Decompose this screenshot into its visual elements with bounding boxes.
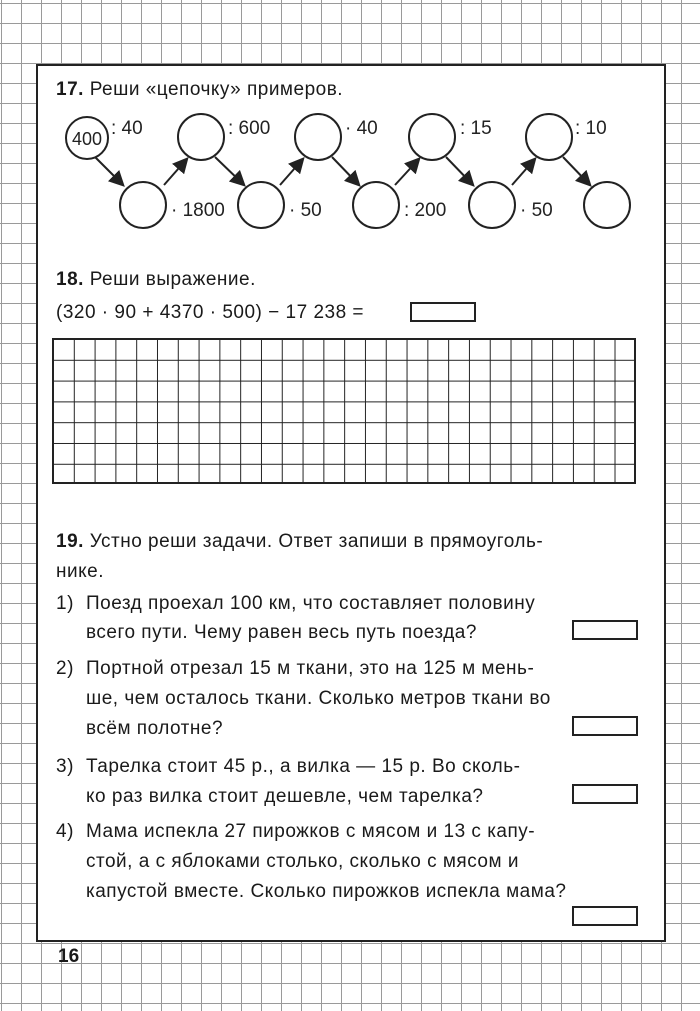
- task19-intro-line1: Устно реши задачи. Ответ запиши в прямоуголь-: [89, 531, 544, 552]
- chain-circle-7[interactable]: [469, 182, 515, 228]
- chain-start-value: 400: [71, 129, 103, 149]
- page-number: 16: [58, 946, 80, 967]
- chain-op-6: : 200: [404, 200, 447, 221]
- problem-2-answer-box[interactable]: [572, 716, 638, 736]
- task18-heading: [56, 269, 256, 291]
- problem-4-answer-box[interactable]: [572, 906, 638, 926]
- problem-1-number: 1): [56, 593, 74, 614]
- problem-1-answer-box[interactable]: [572, 620, 638, 640]
- chain-circle-3[interactable]: [238, 182, 284, 228]
- task17-heading: [56, 79, 343, 101]
- problem-3-line1: Тарелка стоит 45 р., а вилка — 15 р. Во сколь-: [86, 756, 521, 777]
- chain-arrow-1: [95, 157, 122, 184]
- chain-op-5: · 40: [345, 118, 378, 139]
- task19-intro-line2: нике.: [56, 561, 104, 582]
- chain-op-2: · 1800: [171, 200, 225, 221]
- task17-text: Реши «цепочку» примеров.: [89, 79, 344, 100]
- problem-3-line2: ко раз вилка стоит дешевле, чем тарелка?: [86, 786, 484, 807]
- chain-op-1: : 40: [111, 118, 143, 139]
- task17-number: 17.: [56, 79, 84, 100]
- chain-op-8: · 50: [520, 200, 553, 221]
- chain-circle-5[interactable]: [353, 182, 399, 228]
- chain-arrow-5: [332, 157, 358, 184]
- chain-arrow-6: [395, 160, 418, 185]
- chain-circle-6[interactable]: [409, 114, 455, 160]
- problem-2-line3: всём полотне?: [86, 718, 224, 739]
- chain-op-9: : 10: [575, 118, 607, 139]
- problem-1-line2: всего пути. Чему равен весь путь поезда?: [86, 622, 477, 643]
- chain-circle-4[interactable]: [295, 114, 341, 160]
- chain-arrow-2: [164, 160, 186, 185]
- chain-arrow-9: [563, 157, 589, 184]
- problem-1-line1: Поезд проехал 100 км, что составляет половину: [86, 593, 536, 614]
- chain-arrow-8: [512, 160, 534, 185]
- problem-4-number: 4): [56, 821, 74, 842]
- chain-circle-2[interactable]: [178, 114, 224, 160]
- task19-number: 19.: [56, 531, 84, 552]
- task18-work-grid[interactable]: [52, 338, 636, 484]
- task18-text: Реши выражение.: [89, 269, 256, 290]
- chain-arrow-3: [215, 157, 243, 184]
- problem-4-line2: стой, а с яблоками столько, сколько с мясом и: [86, 851, 519, 872]
- chain-arrow-7: [446, 157, 472, 184]
- problem-2-line2: ше, чем осталось ткани. Сколько метров ткани во: [86, 688, 551, 709]
- problem-3-answer-box[interactable]: [572, 784, 638, 804]
- chain-op-4: · 50: [289, 200, 322, 221]
- task19-heading: [56, 531, 543, 553]
- problem-2-number: 2): [56, 658, 74, 679]
- task18-answer-box[interactable]: [410, 302, 476, 322]
- chain-arrow-4: [280, 160, 302, 185]
- chain-op-7: : 15: [460, 118, 492, 139]
- problem-3-number: 3): [56, 756, 74, 777]
- chain-circle-8[interactable]: [526, 114, 572, 160]
- problem-4-line1: Мама испекла 27 пирожков с мясом и 13 с капу-: [86, 821, 536, 842]
- chain-circle-9[interactable]: [584, 182, 630, 228]
- task18-number: 18.: [56, 269, 84, 290]
- chain-circle-1[interactable]: [120, 182, 166, 228]
- problem-4-line3: капустой вместе. Сколько пирожков испекла мама?: [86, 881, 567, 902]
- problem-2-line1: Портной отрезал 15 м ткани, это на 125 м мень-: [86, 658, 535, 679]
- chain-op-3: : 600: [228, 118, 271, 139]
- task18-expression: (320 · 90 + 4370 · 500) − 17 238 =: [56, 302, 365, 323]
